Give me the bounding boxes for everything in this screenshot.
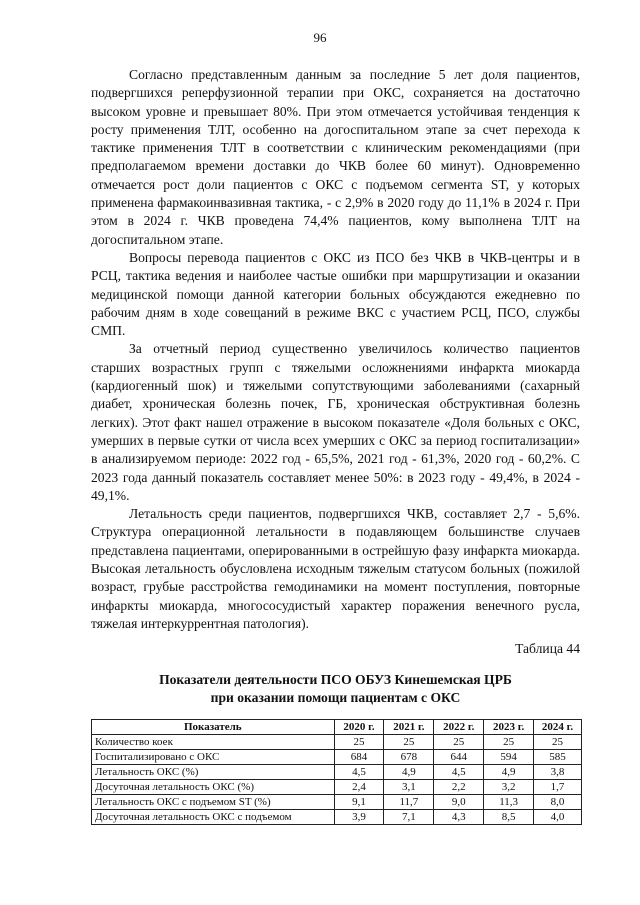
- indicators-table: [91, 719, 582, 825]
- cell-2021: 11,7: [384, 795, 434, 810]
- header-indicator: Показатель: [92, 720, 335, 735]
- cell-2023: 3,2: [484, 780, 534, 795]
- cell-2020: 4,5: [334, 765, 384, 780]
- table-label: Таблица 44: [515, 641, 580, 656]
- row-label: Количество коек: [92, 735, 335, 750]
- cell-2020: 9,1: [334, 795, 384, 810]
- cell-2023: 25: [484, 735, 534, 750]
- table-row: [92, 795, 582, 810]
- paragraph-pci-mortality: Летальность среди пациентов, подвергшихся ЧКВ, составляет 2,7 - 5,6%. Структура операционной летальности в подавляющем большинстве случаев представлена пациентами, оперированными в острейшую фазу инфаркта миокарда. Высокая летальность обусловлена исходным тяжелым статусом больных (пожилой возраст, грубые расстройства гемодинамики на момент поступления, повторные инфаркты миокарда, многососудистый характер поражения венечного русла, тяжелая интеркуррентная патология).: [91, 506, 580, 631]
- cell-2023: 4,9: [484, 765, 534, 780]
- row-label: Летальность ОКС (%): [92, 765, 335, 780]
- cell-2024: 585: [534, 750, 582, 765]
- table-title-line-1: Показатели деятельности ПСО ОБУЗ Кинешемская ЦРБ: [159, 672, 512, 687]
- table-row: [92, 780, 582, 795]
- row-label: Досуточная летальность ОКС (%): [92, 780, 335, 795]
- row-label: Досуточная летальность ОКС с подъемом: [92, 810, 335, 825]
- table-row: [92, 765, 582, 780]
- cell-2022: 4,5: [434, 765, 484, 780]
- row-label: Госпитализировано с ОКС: [92, 750, 335, 765]
- header-2021: 2021 г.: [384, 720, 434, 735]
- row-label: Летальность ОКС с подъемом ST (%): [92, 795, 335, 810]
- cell-2021: 25: [384, 735, 434, 750]
- cell-2024: 4,0: [534, 810, 582, 825]
- cell-2020: 3,9: [334, 810, 384, 825]
- cell-2023: 8,5: [484, 810, 534, 825]
- cell-2024: 1,7: [534, 780, 582, 795]
- cell-2022: 644: [434, 750, 484, 765]
- cell-2022: 25: [434, 735, 484, 750]
- cell-2021: 7,1: [384, 810, 434, 825]
- cell-2022: 4,3: [434, 810, 484, 825]
- paragraph-reperfusion: Согласно представленным данным за последние 5 лет доля пациентов, подвергшихся реперфузионной терапии при ОКС, сохраняется на достаточно высоком уровне и превышает 80%. При этом отмечается устойчивая тенденция к росту применения ТЛТ, особенно на догоспитальном этапе за счет перехода к тактике применения ТЛТ в соответствии с клиническим рекомендациями (при предполагаемом времени доставки до ЧКВ более 60 минут). Одновременно отмечается рост доли пациентов с ОКС с подъемом сегмента ST, у которых применена фармакоинвазивная тактика, - с 2,9% в 2020 году до 11,1% в 2024 г. При этом в 2024 г. ЧКВ проведена 74,4% пациентов, кому выполнена ТЛТ на догоспитальном этапе.: [91, 67, 580, 247]
- body-text: [91, 66, 580, 633]
- cell-2020: 2,4: [334, 780, 384, 795]
- cell-2020: 684: [334, 750, 384, 765]
- cell-2021: 4,9: [384, 765, 434, 780]
- table-header-row: [92, 720, 582, 735]
- cell-2023: 594: [484, 750, 534, 765]
- paragraph-transfer: Вопросы перевода пациентов с ОКС из ПСО без ЧКВ в ЧКВ-центры и в РСЦ, тактика ведения и наиболее частые ошибки при маршрутизации и оказании медицинской помощи данной категории больных обсуждаются ежедневно по рабочим дням в ходе совещаний в режиме ВКС с участием РСЦ, ПСО, службы СМП.: [91, 249, 580, 339]
- cell-2022: 9,0: [434, 795, 484, 810]
- table-title-line-2: при оказании помощи пациентам с ОКС: [210, 690, 461, 705]
- table-row: [92, 750, 582, 765]
- cell-2023: 11,3: [484, 795, 534, 810]
- header-2024: 2024 г.: [534, 720, 582, 735]
- cell-2024: 8,0: [534, 795, 582, 810]
- table-title: [91, 671, 580, 707]
- cell-2022: 2,2: [434, 780, 484, 795]
- header-2020: 2020 г.: [334, 720, 384, 735]
- table-row: [92, 810, 582, 825]
- cell-2021: 3,1: [384, 780, 434, 795]
- page-number: 96: [313, 30, 327, 45]
- paragraph-elderly-patients: За отчетный период существенно увеличилось количество пациентов старших возрастных групп с тяжелыми осложнениями инфаркта миокарда (кардиогенный шок) и тяжелыми сопутствующими заболеваниями (сахарный диабет, хроническая болезнь почек, ГБ, хроническая обструктивная болезнь легких). Этот факт нашел отражение в высоком показателе «Доля больных с ОКС, умерших в первые сутки от числа всех умерших с ОКС за период госпитализации» в анализируемом периоде: 2022 год - 65,5%, 2021 год - 61,3%, 2020 год - 60,2%. С 2023 года данный показатель составляет менее 50%: в 2023 году - 49,4%, в 2024 - 49,1%.: [91, 341, 580, 503]
- table-row: [92, 735, 582, 750]
- header-2022: 2022 г.: [434, 720, 484, 735]
- cell-2024: 3,8: [534, 765, 582, 780]
- cell-2021: 678: [384, 750, 434, 765]
- header-2023: 2023 г.: [484, 720, 534, 735]
- cell-2020: 25: [334, 735, 384, 750]
- cell-2024: 25: [534, 735, 582, 750]
